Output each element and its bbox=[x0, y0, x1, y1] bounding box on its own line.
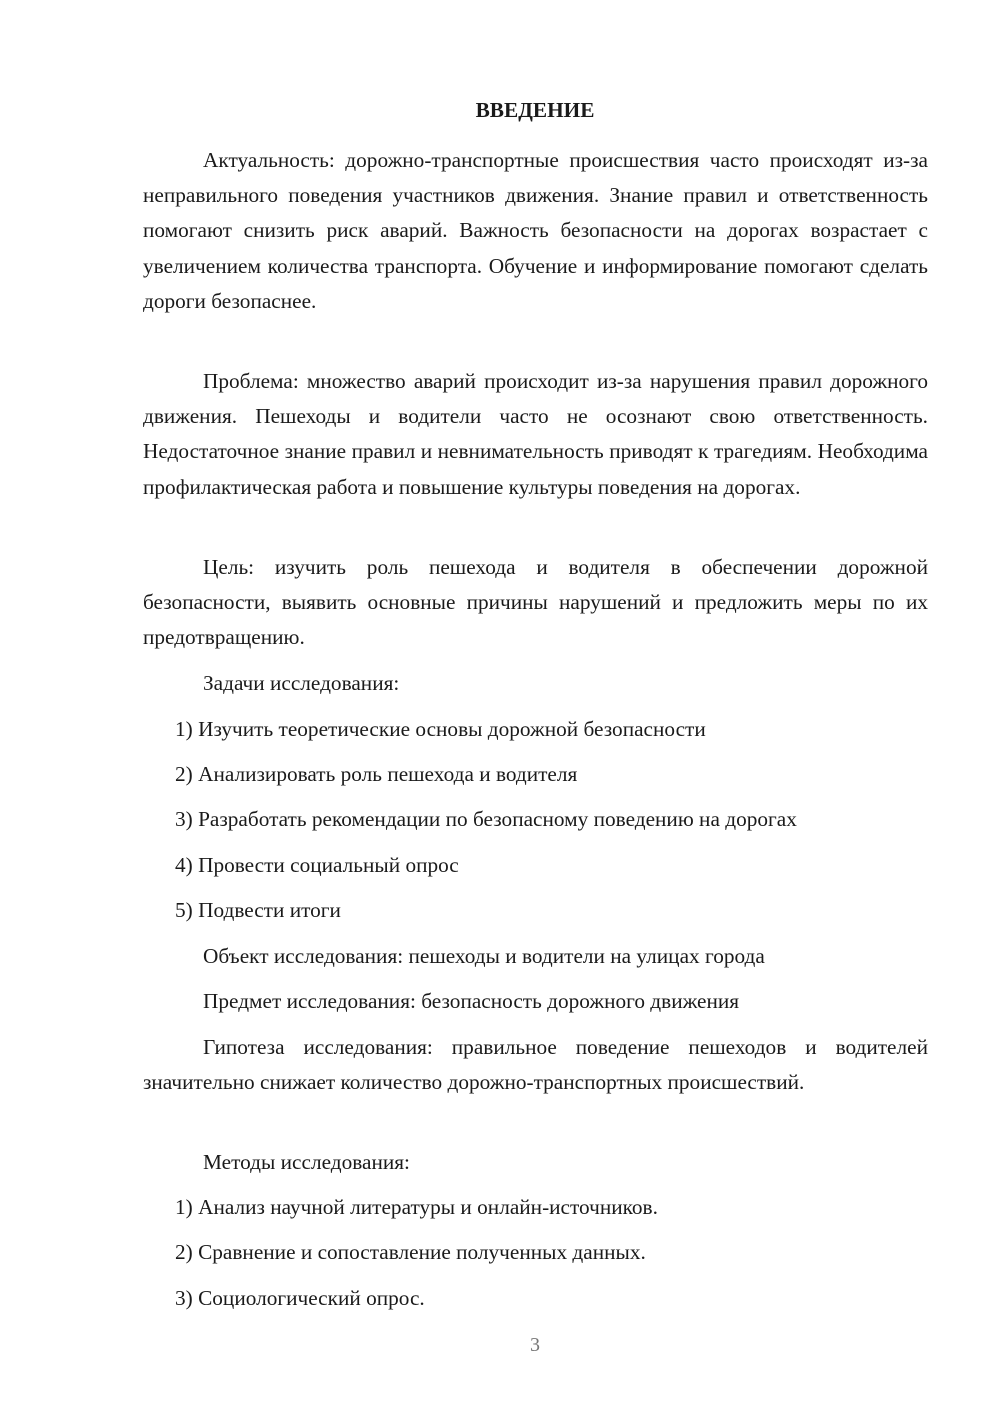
task-item: 5) Подвести итоги bbox=[175, 898, 341, 922]
goal-paragraph: Цель: изучить роль пешехода и водителя в обеспечении дорожной безопасности, выявить основные причины нарушений и предложить меры по их предотвращению. bbox=[143, 555, 928, 650]
methods-heading: Методы исследования: bbox=[203, 1150, 410, 1174]
task-item: 4) Провести социальный опрос bbox=[175, 853, 459, 877]
task-item: 3) Разработать рекомендации по безопасному поведению на дорогах bbox=[175, 807, 797, 831]
method-item: 1) Анализ научной литературы и онлайн-источников. bbox=[175, 1195, 658, 1219]
subject-paragraph: Предмет исследования: безопасность дорожного движения bbox=[203, 989, 740, 1013]
tasks-heading: Задачи исследования: bbox=[203, 671, 400, 695]
task-item: 2) Анализировать роль пешехода и водителя bbox=[175, 762, 578, 786]
object-paragraph: Объект исследования: пешеходы и водители на улицах города bbox=[203, 944, 765, 968]
hypothesis-paragraph: Гипотеза исследования: правильное поведение пешеходов и водителей значительно снижает количество дорожно-транспортных происшествий. bbox=[143, 1035, 928, 1095]
method-item: 2) Сравнение и сопоставление полученных данных. bbox=[175, 1240, 646, 1264]
method-item: 3) Социологический опрос. bbox=[175, 1286, 425, 1310]
problem-paragraph: Проблема: множество аварий происходит из-за нарушения правил дорожного движения. Пешеходы и водители часто не осознают свою ответственность. Недостаточное знание правил и невнимательность приводят к трагедиям. Необходима профилактическая работа и повышение культуры поведения на дорогах. bbox=[143, 369, 928, 499]
task-item: 1) Изучить теоретические основы дорожной безопасности bbox=[175, 717, 706, 741]
page-number: 3 bbox=[530, 1334, 540, 1356]
page-title: ВВЕДЕНИЕ bbox=[475, 98, 595, 122]
relevance-paragraph: Актуальность: дорожно-транспортные происшествия часто происходят из-за неправильного поведения участников движения. Знание правил и ответственность помогают снизить риск аварий. Важность безопасности на дорогах возрастает с увеличением количества транспорта. Обучение и информирование помогают сделать дороги безопаснее. bbox=[143, 148, 928, 313]
